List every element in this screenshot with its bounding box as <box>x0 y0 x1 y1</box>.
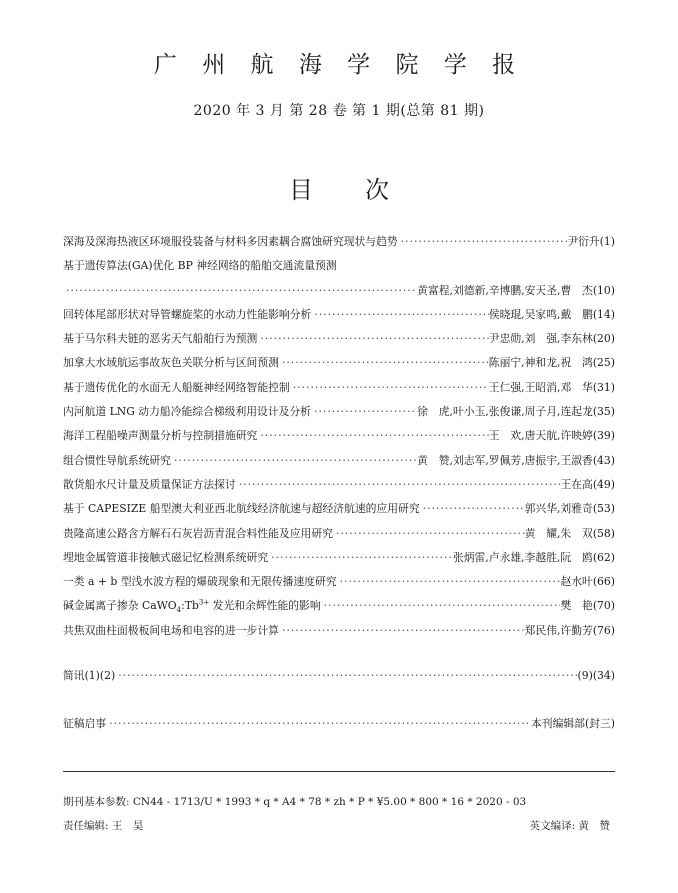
entry-title: 贵隆高速公路含方解石石灰岩沥青混合料性能及应用研究 <box>63 526 333 540</box>
leader-dots <box>279 624 525 637</box>
leader-dots <box>268 551 453 564</box>
toc-heading-char-2: 次 <box>365 176 389 204</box>
toc-entry-14[interactable] <box>63 574 615 598</box>
toc-entry-1[interactable] <box>63 234 615 258</box>
issue-line: 2020 年 3 月 第 28 卷 第 1 期(总第 81 期) <box>193 103 485 119</box>
english-editor: 英文编译: 黄 赞 <box>529 820 610 832</box>
entry-authors: 郭兴华,刘雅奇(53) <box>524 502 615 516</box>
entry-authors: 张炳雷,卢永雄,李越胜,阮 鸥(62) <box>452 550 615 564</box>
entry-title: 基于遗传算法(GA)优化 BP 神经网络的船舶交通流量预测 <box>63 259 337 273</box>
brief-title: 简讯(1)(2) <box>63 669 116 682</box>
title-part: 发光和余辉性能的影响 <box>209 599 321 613</box>
toc-entry-4[interactable] <box>63 331 615 355</box>
journal-title: 广 州 航 海 学 院 学 报 <box>153 52 525 78</box>
entry-authors: 侯晓琨,吴家鸣,戴 鹏(14) <box>488 307 615 321</box>
entry-authors: 黄 赞,刘志军,罗佩芳,唐振宇,王淑香(43) <box>417 453 615 467</box>
entry-title: 基于 CAPESIZE 船型澳大利亚西北航线经济航速与超经济航速的应用研究 <box>63 502 420 516</box>
entry-title: 组合惯性导航系统研究 <box>63 453 171 467</box>
entry-authors: 尹衍升(1) <box>567 235 615 248</box>
leader-dots <box>333 527 525 540</box>
leader-dots <box>311 308 488 321</box>
entry-title: 基于马尔科夫链的恶劣天气船舶行为预测 <box>63 332 258 346</box>
entry-title: 散货船水尺计量及质量保证方法探讨 <box>63 477 236 491</box>
responsible-editor: 责任编辑: 王 昊 <box>63 820 144 832</box>
entry-authors: 樊 艳(70) <box>560 599 615 613</box>
brief-news-row[interactable] <box>63 668 615 692</box>
entry-authors: 徐 虎,叶小玉,张俊谦,周子月,连起龙(35) <box>417 405 615 419</box>
toc-entry-5[interactable] <box>63 355 615 379</box>
entry-authors: 郑民伟,许勤芳(76) <box>524 623 615 637</box>
toc-entry-13[interactable] <box>63 550 615 574</box>
entry-title: 一类 a + b 型浅水波方程的爆破现象和无限传播速度研究 <box>63 575 337 589</box>
leader-dots <box>115 669 577 682</box>
call-for-papers-row[interactable] <box>63 716 615 740</box>
journal-parameters: 期刊基本参数: CN44 - 1713/U * 1993 * q * A4 * 78 * zh * P * ¥5.00 * 800 * 16 * 2020 - 03 <box>63 796 527 808</box>
brief-pages: (9)(34) <box>577 669 615 682</box>
entry-authors: 陈丽宁,神和龙,祝 鸿(25) <box>488 356 615 370</box>
leader-dots <box>106 717 531 730</box>
title-part: 碱金属离子掺杂 CaWO <box>63 599 177 613</box>
entry-authors: 王在高(49) <box>560 477 615 491</box>
toc-entry-3[interactable] <box>63 307 615 331</box>
leader-dots <box>290 381 489 394</box>
leader-dots <box>420 502 525 515</box>
entry-title <box>63 598 321 614</box>
editor-info <box>63 818 615 833</box>
toc-entry-6[interactable] <box>63 380 615 404</box>
table-of-contents <box>63 234 615 647</box>
leader-dots <box>257 332 488 345</box>
toc-entry-2[interactable] <box>63 258 615 282</box>
leader-dots <box>236 478 561 491</box>
divider <box>63 771 615 772</box>
title-superscript: 3+ <box>198 598 210 607</box>
leader-dots <box>398 235 568 248</box>
toc-entry-7[interactable] <box>63 404 615 428</box>
leader-dots <box>63 284 417 297</box>
entry-title: 埋地金属管道非接触式磁记忆检测系统研究 <box>63 550 269 564</box>
entry-title: 回转体尾部形状对导管螺旋桨的水动力性能影响分析 <box>63 307 312 321</box>
entry-title: 深海及深海热液区环境服役装备与材料多因素耦合腐蚀研究现状与趋势 <box>63 235 398 248</box>
entry-authors: 黄富程,刘德新,辛博鹏,安天圣,曹 杰(10) <box>417 283 615 297</box>
entry-authors: 赵水叶(66) <box>560 575 615 589</box>
entry-authors: 王 欢,唐天航,许映婷(39) <box>488 429 615 443</box>
entry-title: 加拿大水域航运事故灰色关联分析与区间预测 <box>63 356 279 370</box>
leader-dots <box>321 599 561 612</box>
toc-entry-9[interactable] <box>63 453 615 477</box>
entry-title: 基于遗传优化的水面无人船艇神经网络智能控制 <box>63 380 290 394</box>
entry-authors: 尹忠勋,刘 强,李东林(20) <box>488 332 615 346</box>
toc-entry-12[interactable] <box>63 526 615 550</box>
entry-title: 内河航道 LNG 动力船冷能综合梯级利用设计及分析 <box>63 405 312 419</box>
entry-title: 海洋工程船噪声测量分析与控制措施研究 <box>63 429 258 443</box>
toc-entry-11[interactable] <box>63 501 615 525</box>
entry-title: 共焦双曲柱面极板间电场和电容的进一步计算 <box>63 623 279 637</box>
leader-dots <box>171 454 417 467</box>
entry-authors: 黄 耀,朱 双(58) <box>524 526 615 540</box>
entry-authors: 王仁强,王昭消,邓 华(31) <box>488 380 615 394</box>
title-subscript: 4 <box>176 606 182 615</box>
toc-heading <box>0 170 678 205</box>
toc-entry-16[interactable] <box>63 623 615 647</box>
leader-dots <box>279 356 489 369</box>
title-part: :Tb <box>181 599 199 613</box>
leader-dots <box>311 405 417 418</box>
call-source: 本刊编辑部(封三) <box>530 717 615 730</box>
leader-dots <box>257 429 488 442</box>
leader-dots <box>337 575 561 588</box>
toc-entry-10[interactable] <box>63 477 615 501</box>
toc-entry-15[interactable] <box>63 598 615 622</box>
toc-heading-char-1: 目 <box>289 176 313 204</box>
toc-entry-8[interactable] <box>63 428 615 452</box>
toc-entry-2-continued[interactable] <box>63 283 615 307</box>
call-title: 征稿启事 <box>63 717 107 730</box>
